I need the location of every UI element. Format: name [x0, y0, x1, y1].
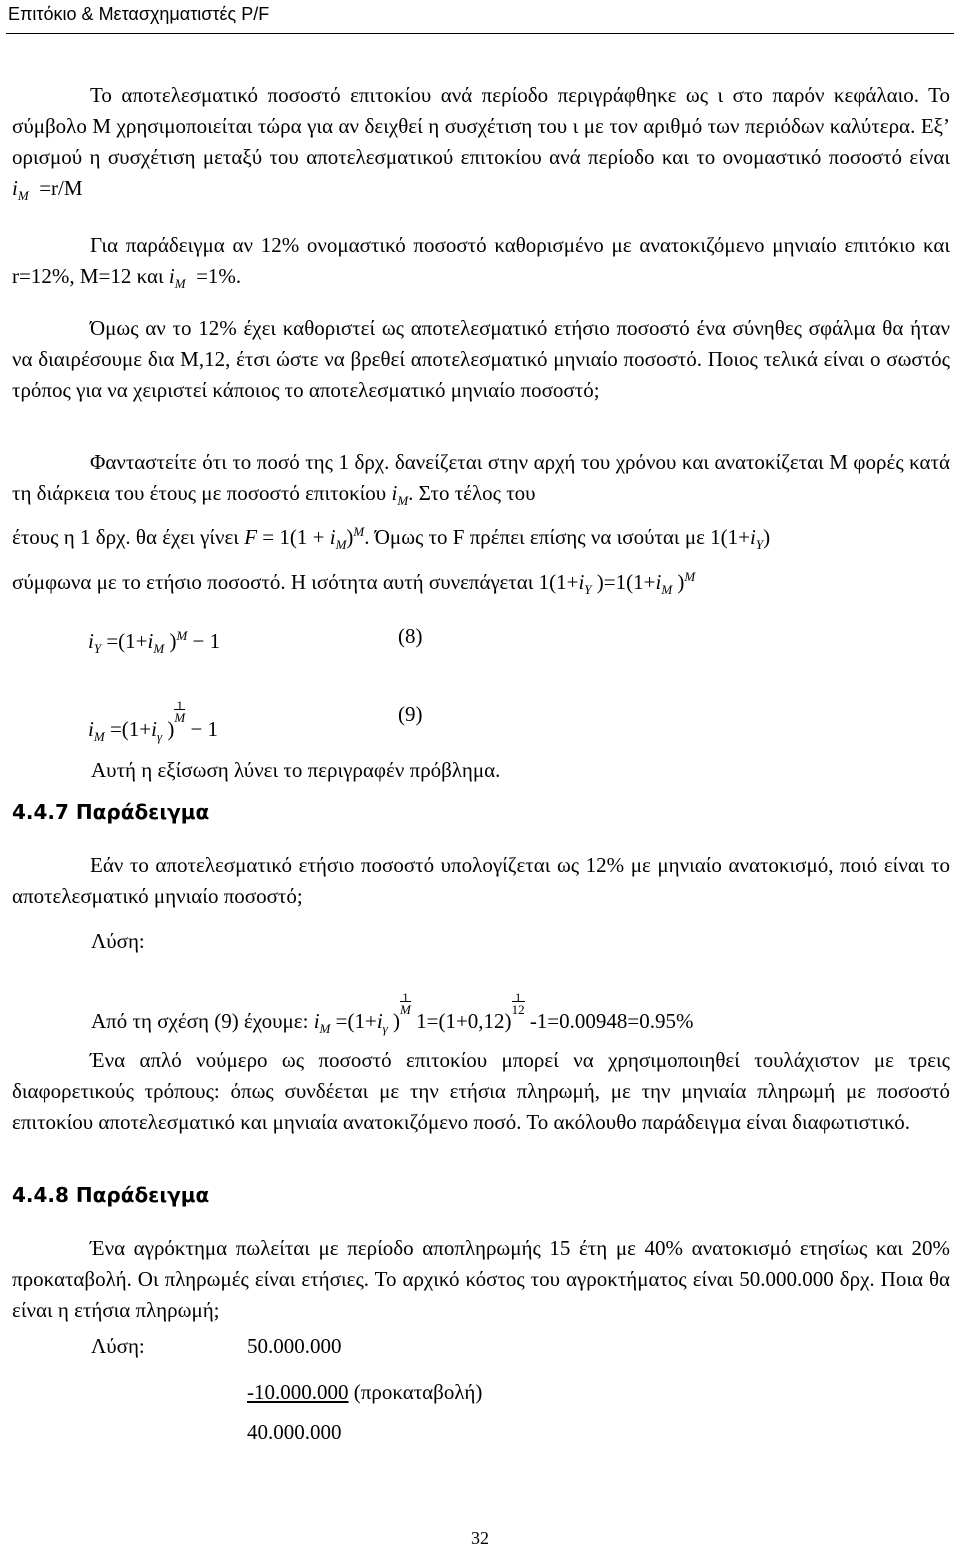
math-sub: Y: [93, 641, 102, 657]
section-heading-447: 4.4.7 Παράδειγμα: [12, 800, 210, 824]
math-var: i: [12, 176, 18, 200]
math-var: i: [655, 570, 662, 594]
formula-line-f: έτους η 1 δρχ. θα έχει γίνει $F = 1(1 + i_M)^M$. Όμως το F πρέπει επίσης να ισούται με $1(1+i_Y)$: [12, 524, 771, 553]
math-sup: 1 M: [400, 990, 411, 1017]
paragraph-error: Όμως αν το 12% έχει καθοριστεί ως αποτελεσματικό ετήσιο ποσοστό ένα σύνηθες σφάλμα θα ήταν να διαιρέσουμε δια Μ,12, έτσι ώστε να βρεθεί αποτελεσματικό μηνιαίο ποσοστό. Ποιος τελικά είναι ο σωστός τρόπος για να χειριστεί κάποιος το αποτελεσματικό μηνιαίο ποσοστό;: [12, 316, 950, 402]
equation-8-number: (8): [398, 624, 423, 648]
math-sup: M: [684, 569, 696, 584]
paragraph-solves: Αυτή η εξίσωση λύνει το περιγραφέν πρόβλημα.: [91, 758, 501, 782]
math-var: i: [391, 481, 398, 505]
math-sup: 1 12: [511, 990, 525, 1017]
math-sub: M: [661, 582, 673, 598]
downpayment-amount: -10.000.000: [247, 1380, 349, 1404]
math-sub: γ: [156, 729, 163, 745]
downpayment-note: (προκαταβολή): [348, 1380, 483, 1404]
math-var: i: [88, 717, 94, 741]
paragraph-text: Το αποτελεσματικό ποσοστό επιτοκίου ανά περίοδο περιγράφθηκε ως ι στο παρόν κεφάλαιο. Το σύμβολο Μ χρησιμοποιείται τώρα για αν δειχθεί η συσχέτιση του ι με τον αριθμό των περιόδων καλύτερα. Εξ’ ορισμού η συσχέτιση μεταξύ του αποτελεσματικού επιτοκίου ανά περίοδο και το ονομαστικό ποσοστό είναι: [12, 83, 950, 169]
equation-9-number: (9): [398, 702, 423, 726]
math-var: i: [313, 1009, 320, 1033]
page-number: 32: [471, 1528, 489, 1548]
paragraph-example: [12, 230, 950, 299]
paragraph-text: Από τη σχέση (9) έχουμε:: [91, 1009, 309, 1033]
math-sub: M: [93, 729, 105, 745]
math-sub: γ: [382, 1021, 388, 1037]
section-heading-448: 4.4.8 Παράδειγμα: [12, 1183, 210, 1207]
math-var: i: [151, 717, 157, 741]
solution-label-1: Λύση:: [91, 929, 145, 953]
paragraph-text: Για παράδειγμα αν 12% ονομαστικό ποσοστό καθορισμένο με ανατοκιζόμενο μηνιαίο επιτόκιο και r=12%, M=12 και: [12, 233, 950, 288]
math-sub: M: [153, 641, 165, 657]
math-sup: M: [176, 628, 188, 643]
explanation-paragraph: Ένα απλό νούμερο ως ποσοστό επιτοκίου μπορεί να χρησιμοποιηθεί τουλάχιστον με τρεις διαφορετικούς τρόπους: όπως συνδέεται με την ετήσια πληρωμή, με την μηνιαία πληρωμή με ποσοστό επιτοκίου αποτελεσματικό και μηνιαία ανατοκιζόμενο ποσό. Το ακόλουθο παράδειγμα είναι διαφωτιστικό.: [12, 1048, 950, 1134]
paragraph-text: έτους η 1 δρχ. θα έχει γίνει: [12, 525, 239, 549]
formula-text: =1%.: [196, 264, 242, 288]
solution-calculation-1: Από τη σχέση (9) έχουμε: $i_M =(1+i_\gamma$ )$^{1 M}$ $1=(1+0,12)^{1 12}$ -1=0.00948=0.95%: [91, 990, 694, 1037]
paragraph-text: σύμφωνα με το ετήσιο ποσοστό. Η ισότητα αυτή συνεπάγεται 1(1+: [12, 570, 579, 594]
formula-line-equality: σύμφωνα με το ετήσιο ποσοστό. Η ισότητα αυτή συνεπάγεται $1(1+i_Y$ )$=1(1+i_M$ )$^M$: [12, 569, 696, 598]
math-sup: 1 M: [174, 698, 186, 725]
math-var: i: [147, 629, 154, 653]
example-question-2: Ένα αγρόκτημα πωλείται με περίοδο αποπληρωμής 15 έτη με 40% ανατοκισμό ετησίως και 20% προκαταβολή. Οι πληρωμές είναι ετήσιες. Το αρχικό κόστος του αγροκτήματος είναι 50.000.000 δρχ. Ποια θα είναι η ετήσια πληρωμή;: [12, 1236, 950, 1322]
math-sub: M: [174, 276, 186, 292]
math-sub: M: [17, 188, 29, 204]
math-sub: M: [335, 537, 347, 553]
header-rule: [6, 33, 954, 34]
math-sub: M: [397, 493, 409, 509]
formula-text: =r/M: [39, 176, 83, 200]
equation-9: $i_M =(1+i_\gamma$ )$^{1 M}$ − 1: [88, 698, 219, 745]
math-var: i: [329, 525, 336, 549]
paragraph-imagine: [12, 447, 950, 516]
math-var: i: [376, 1009, 383, 1033]
math-var: i: [749, 525, 756, 549]
math-sup: M: [353, 524, 365, 539]
math-var: i: [578, 570, 585, 594]
paragraph-text: . Όμως το F πρέπει επίσης να ισούται με 1(1+: [364, 525, 750, 549]
math-var: i: [168, 264, 175, 288]
equation-8: $i_Y =(1+i_M$ )$^M$ − 1: [88, 628, 221, 657]
solution-line-remaining: 40.000.000: [247, 1420, 342, 1444]
paragraph-text: Φανταστείτε ότι το ποσό της 1 δρχ. δανείζεται στην αρχή του χρόνου και ανατοκίζεται Μ φορές κατά τη διάρκεια του έτους με ποσοστό επιτοκίου: [12, 450, 950, 505]
math-sub: Y: [755, 537, 764, 553]
math-sub: M: [319, 1021, 331, 1037]
solution-result: -1=0.00948=0.95%: [529, 1009, 694, 1033]
math-var: F: [244, 525, 258, 549]
solution-line-downpayment: [247, 1380, 482, 1405]
paragraph-text: . Στο τέλος του: [408, 481, 536, 505]
paragraph-definition: [12, 80, 950, 211]
math-sub: Y: [584, 582, 592, 598]
solution-label-2: Λύση:: [91, 1334, 145, 1358]
running-header: Επιτόκιο & Μετασχηματιστές P/F: [8, 4, 270, 24]
math-var: i: [88, 629, 94, 653]
example-question-1: Εάν το αποτελεσματικό ετήσιο ποσοστό υπολογίζεται ως 12% με μηνιαίο ανατοκισμό, ποιό είναι το αποτελεσματικό μηνιαίο ποσοστό;: [12, 853, 950, 908]
solution-line-cost: 50.000.000: [247, 1334, 342, 1358]
